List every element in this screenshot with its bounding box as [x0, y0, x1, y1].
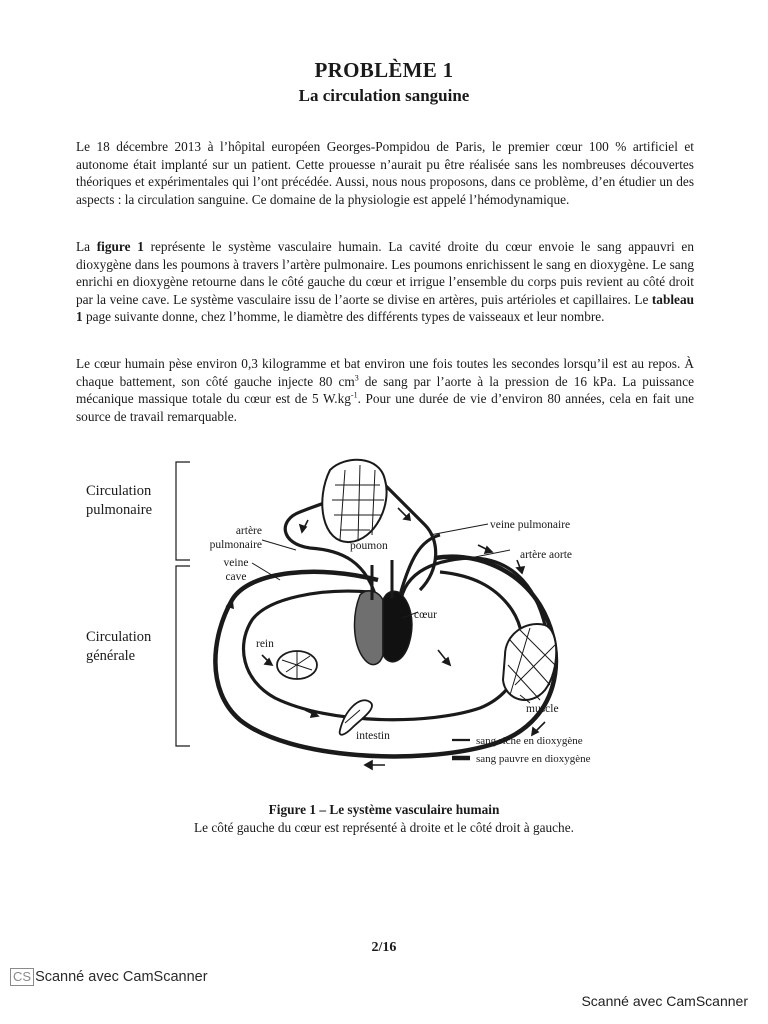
problem-title: PROBLÈME 1 [314, 58, 454, 82]
p3-text-a: Le cœur humain pèse environ 0,3 kilogramme et bat environ une fois toutes les secondes lorsqu’il est au repos. À chaque battement, son côté gauche injecte 80 cm [76, 356, 694, 389]
arrow-pulmonary-left [300, 520, 308, 532]
label-artere-pulmonaire-1: artère [235, 525, 262, 537]
intro-paragraph: Le 18 décembre 2013 à l’hôpital européen Georges-Pompidou de Paris, le premier cœur 100 % artificiel et autonome était implanté sur un patient. Cette prouesse n’aurait pu être réalisée sans les nombreuses découvertes théoriques et expérimentales qui l’ont précédée. Aussi, nous nous proposons, dans ce problème, d’en étudier un des aspects : la circulation sanguine. Ce domaine de la physiologie est appelé l’hémodynamique. [76, 139, 694, 207]
legend-poor-label: sang pauvre en dioxygène [476, 753, 591, 765]
label-artere-aorte: artère aorte [520, 549, 573, 561]
arrow-aorta-top [478, 545, 492, 553]
label-muscle: muscle [526, 703, 559, 715]
label-circ-generale-1: Circulation [86, 629, 152, 645]
label-intestin: intestin [356, 730, 390, 742]
bracket-general [176, 566, 190, 746]
lung-organ [322, 460, 386, 542]
label-circ-generale-2: générale [86, 648, 136, 664]
p2-text-a: La [76, 239, 97, 254]
camscanner-watermark [10, 968, 208, 986]
label-coeur: cœur [414, 609, 437, 621]
vascular-description-paragraph [76, 238, 694, 326]
muscle-organ [503, 624, 556, 700]
kidney-organ [277, 651, 317, 679]
bracket-pulmonary [176, 462, 190, 560]
label-artere-pulmonaire-2: pulmonaire [209, 539, 262, 551]
p2-text-e: page suivante donne, chez l’homme, le diamètre des différents types de vaisseaux et leur nombre. [82, 309, 605, 325]
label-rein: rein [256, 638, 274, 650]
figure-1-reference: figure 1 [96, 239, 144, 254]
p2-text-c: représente le système vasculaire humain. La cavité droite du cœur envoie le sang appauvri en dioxygène dans les poumons à travers l’artère pulmonaire. Les poumons enrichissent le sang en dioxygène. Le sang enrichi en dioxygène retourne dans le côté gauche du cœur et irrigue l’ensemble du corps puis revient au côté droit par la veine cave. Le système vasculaire issu de l’aorte se divise en artères, puis artérioles et capillaires. Le [76, 239, 694, 307]
legend-rich-label: sang riche en dioxygène [476, 735, 583, 747]
arrow-kidney [262, 655, 272, 665]
arrow-bottom-left [365, 761, 385, 769]
figure-caption-title: Figure 1 – Le système vasculaire humain [268, 802, 500, 817]
label-poumon: poumon [350, 540, 388, 552]
p3-text-c: . Pour une durée de vie d’environ 80 années, cela en fait une source de travail remarquable. [76, 391, 695, 424]
camscanner-badge-text: Scanné avec CamScanner [35, 969, 208, 985]
vascular-system-figure [0, 440, 768, 800]
label-circ-pulmonaire-2: pulmonaire [86, 502, 153, 518]
label-veine-pulmonaire: veine pulmonaire [490, 519, 571, 531]
problem-subtitle: La circulation sanguine [298, 86, 470, 105]
figure-caption-text: Le côté gauche du cœur est représenté à droite et le côté droit à gauche. [194, 820, 574, 835]
tableau-1-reference: tableau 1 [76, 291, 694, 325]
p3-sup-a: 3 [354, 373, 359, 383]
camscanner-logo-icon: CS [10, 968, 34, 986]
heart-power-paragraph [76, 355, 694, 425]
arrow-aorta-down [517, 560, 524, 573]
arrow-heart-inner [438, 650, 450, 665]
p3-sup-b: -1 [350, 390, 358, 400]
page-number: 2/16 [371, 940, 397, 955]
camscanner-footer-text: Scanné avec CamScanner [581, 993, 748, 1009]
arrow-muscle-exit [532, 722, 545, 735]
label-circ-pulmonaire-1: Circulation [86, 483, 152, 499]
p3-text-b: de sang par l’aorte à la pression de 16 kPa. La puissance mécanique massique totale du cœur est de 5 W.kg [76, 373, 694, 407]
label-veine-cave-2: cave [225, 571, 247, 583]
label-veine-cave-1: veine [223, 557, 249, 569]
